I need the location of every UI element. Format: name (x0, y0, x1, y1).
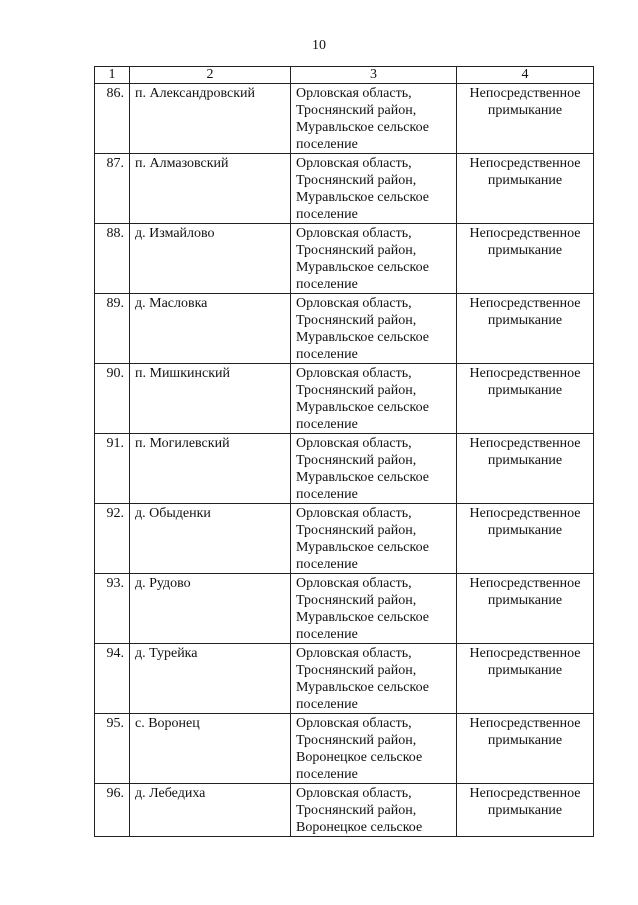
location-line: Орловская область, (296, 156, 412, 171)
junction-type (457, 714, 594, 784)
location-line: Муравльское сельское (296, 400, 429, 415)
settlement-name: с. Воронец (130, 714, 291, 784)
settlement-name: д. Турейка (130, 644, 291, 714)
junction-type (457, 504, 594, 574)
location-line: Орловская область, (296, 226, 412, 241)
location-line: Троснянский район, (296, 103, 417, 118)
table-row (95, 434, 594, 504)
location-line: Муравльское сельское (296, 330, 429, 345)
settlement-name: п. Могилевский (130, 434, 291, 504)
location-line: Орловская область, (296, 366, 412, 381)
settlement-location (291, 504, 457, 574)
settlements-table (94, 66, 594, 837)
location-line: Орловская область, (296, 86, 412, 101)
location-line: поселение (296, 137, 358, 152)
location-line: Орловская область, (296, 576, 412, 591)
settlement-location (291, 154, 457, 224)
settlement-name: д. Масловка (130, 294, 291, 364)
location-line: Орловская область, (296, 716, 412, 731)
location-line: Муравльское сельское (296, 190, 429, 205)
table-header-row (95, 67, 594, 84)
location-line: поселение (296, 487, 358, 502)
table-body (95, 84, 594, 837)
row-number: 89. (95, 294, 130, 364)
junction-type (457, 224, 594, 294)
settlement-location (291, 84, 457, 154)
location-line: Муравльское сельское (296, 680, 429, 695)
location-line: Муравльское сельское (296, 540, 429, 555)
location-line: поселение (296, 207, 358, 222)
junction-type-line: Непосредственное (469, 366, 581, 381)
junction-type-line: примыкание (487, 593, 563, 608)
location-line: Троснянский район, (296, 313, 417, 328)
settlement-location (291, 434, 457, 504)
settlement-name: п. Алмазовский (130, 154, 291, 224)
junction-type (457, 154, 594, 224)
location-line: Орловская область, (296, 296, 412, 311)
location-line: поселение (296, 347, 358, 362)
junction-type (457, 784, 594, 837)
junction-type-line: Непосредственное (469, 646, 581, 661)
location-line: поселение (296, 277, 358, 292)
location-line: Троснянский район, (296, 803, 417, 818)
page-number: 10 (312, 38, 326, 53)
location-line: поселение (296, 767, 358, 782)
table-row (95, 644, 594, 714)
junction-type-line: Непосредственное (469, 786, 581, 801)
location-line: Воронецкое сельское (296, 820, 423, 835)
location-line: Муравльское сельское (296, 610, 429, 625)
row-number: 91. (95, 434, 130, 504)
row-number: 90. (95, 364, 130, 434)
junction-type-line: примыкание (487, 453, 563, 468)
table-row (95, 224, 594, 294)
junction-type-line: примыкание (487, 103, 563, 118)
row-number: 94. (95, 644, 130, 714)
row-number: 92. (95, 504, 130, 574)
junction-type-line: Непосредственное (469, 296, 581, 311)
column-header-3: 3 (291, 67, 457, 84)
location-line: Муравльское сельское (296, 120, 429, 135)
settlement-location (291, 364, 457, 434)
location-line: Троснянский район, (296, 593, 417, 608)
junction-type-line: Непосредственное (469, 716, 581, 731)
table-row (95, 154, 594, 224)
settlement-name: п. Александровский (130, 84, 291, 154)
row-number: 96. (95, 784, 130, 837)
settlement-location (291, 574, 457, 644)
row-number: 93. (95, 574, 130, 644)
location-line: Муравльское сельское (296, 470, 429, 485)
table-row (95, 574, 594, 644)
location-line: Троснянский район, (296, 663, 417, 678)
junction-type (457, 84, 594, 154)
column-header-1: 1 (95, 67, 130, 84)
junction-type-line: примыкание (487, 383, 563, 398)
column-header-4: 4 (457, 67, 594, 84)
table-row (95, 294, 594, 364)
junction-type-line: примыкание (487, 663, 563, 678)
junction-type-line: примыкание (487, 173, 563, 188)
junction-type-line: Непосредственное (469, 436, 581, 451)
location-line: Орловская область, (296, 646, 412, 661)
junction-type-line: Непосредственное (469, 226, 581, 241)
junction-type (457, 434, 594, 504)
row-number: 87. (95, 154, 130, 224)
location-line: поселение (296, 417, 358, 432)
junction-type (457, 574, 594, 644)
location-line: Муравльское сельское (296, 260, 429, 275)
junction-type-line: Непосредственное (469, 506, 581, 521)
table-row (95, 84, 594, 154)
junction-type (457, 364, 594, 434)
table-row (95, 504, 594, 574)
location-line: Троснянский район, (296, 453, 417, 468)
column-header-2: 2 (130, 67, 291, 84)
table-row (95, 714, 594, 784)
junction-type (457, 294, 594, 364)
settlement-name: д. Рудово (130, 574, 291, 644)
junction-type-line: Непосредственное (469, 576, 581, 591)
junction-type-line: Непосредственное (469, 156, 581, 171)
settlement-location (291, 294, 457, 364)
settlement-name: д. Измайлово (130, 224, 291, 294)
junction-type-line: примыкание (487, 733, 563, 748)
settlement-location (291, 784, 457, 837)
location-line: Орловская область, (296, 506, 412, 521)
junction-type-line: примыкание (487, 313, 563, 328)
junction-type-line: примыкание (487, 243, 563, 258)
settlement-location (291, 714, 457, 784)
location-line: Троснянский район, (296, 383, 417, 398)
row-number: 88. (95, 224, 130, 294)
table-row (95, 364, 594, 434)
location-line: Троснянский район, (296, 523, 417, 538)
row-number: 86. (95, 84, 130, 154)
location-line: Троснянский район, (296, 173, 417, 188)
location-line: поселение (296, 697, 358, 712)
row-number: 95. (95, 714, 130, 784)
settlement-name: д. Обыденки (130, 504, 291, 574)
junction-type-line: примыкание (487, 803, 563, 818)
table-row (95, 784, 594, 837)
junction-type-line: Непосредственное (469, 86, 581, 101)
location-line: Троснянский район, (296, 243, 417, 258)
location-line: Орловская область, (296, 786, 412, 801)
location-line: поселение (296, 557, 358, 572)
settlement-name: п. Мишкинский (130, 364, 291, 434)
settlement-location (291, 644, 457, 714)
location-line: поселение (296, 627, 358, 642)
settlement-name: д. Лебедиха (130, 784, 291, 837)
location-line: Воронецкое сельское (296, 750, 423, 765)
junction-type (457, 644, 594, 714)
location-line: Троснянский район, (296, 733, 417, 748)
settlement-location (291, 224, 457, 294)
junction-type-line: примыкание (487, 523, 563, 538)
location-line: Орловская область, (296, 436, 412, 451)
